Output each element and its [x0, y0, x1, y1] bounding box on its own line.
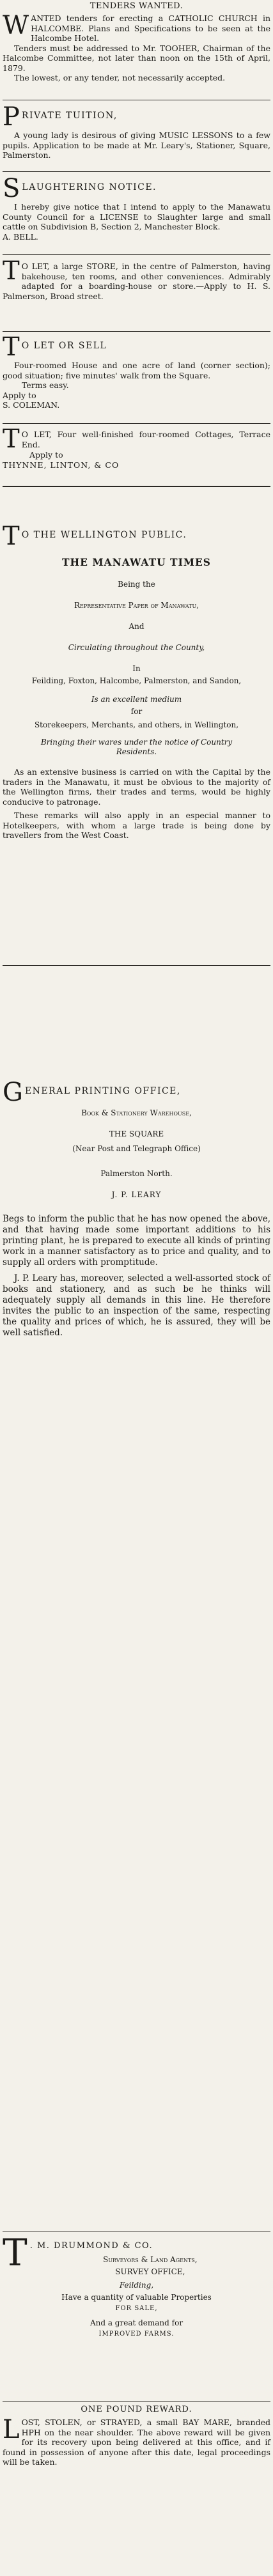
letsell-terms: Terms easy.: [22, 380, 69, 390]
tuition-body: A young lady is desirous of giving MUSIC LESSONS to a few pupils. Application to be made at Mr. Leary's, Stationer, Square, Palmerston.: [3, 130, 270, 160]
times-line-4: Circulating throughout the County,: [68, 643, 205, 652]
letsell-signature: S. COLEMAN.: [3, 400, 60, 410]
tuition-title: RIVATE TUITION,: [21, 111, 118, 121]
cottages-apply: Apply to: [29, 450, 63, 460]
drummond-title: . M. DRUMMOND & CO.: [29, 2241, 153, 2251]
tenders-body: ANTED tenders for erecting a CATHOLIC CHURCH in HALCOMBE. Plans and Specifications to be seen at the Halcombe Hotel.: [31, 13, 270, 43]
drummond-line-7: IMPROVED FARMS.: [98, 2331, 175, 2338]
slaughter-drop-cap: S: [3, 174, 20, 203]
letsell-apply: Apply to: [3, 390, 36, 400]
printing-line-4: Palmerston North.: [100, 1169, 173, 1178]
store-body: O LET, a large STORE, in the centre of Palmerston, having bakehouse, ten rooms, and other conveniences. Admirably adapted for a boarding-house or store.—Apply to H. S. Palmerson, Broad street.: [3, 261, 270, 301]
times-line-3: And: [129, 622, 144, 631]
store-ad: [3, 256, 270, 301]
letsell-drop-cap: T: [3, 332, 20, 362]
printing-drop-cap: G: [3, 1078, 23, 1107]
drummond-line-3: Feilding,: [119, 2281, 154, 2290]
slaughter-title: LAUGHTERING NOTICE.: [22, 182, 157, 192]
drummond-line-6: And a great demand for: [90, 2318, 183, 2327]
tenders-body-3: The lowest, or any tender, not necessarily accepted.: [14, 73, 226, 82]
times-paragraph-2: These remarks will also apply in an especial manner to Hotelkeepers, with whom a large trade is being done by travellers from the West Coast.: [3, 811, 270, 840]
reward-drop-cap: L: [3, 2415, 20, 2444]
drummond-line-5: FOR SALE,: [115, 2305, 158, 2312]
cottages-body: O LET, Four well-finished four-roomed Cottages, Terrace End.: [21, 430, 270, 449]
reward-ad: [3, 2405, 270, 2467]
slaughter-signature: A. BELL.: [3, 231, 38, 242]
divider: [3, 486, 270, 487]
letsell-title: O LET OR SELL: [21, 341, 107, 351]
drummond-line-4: Have a quantity of valuable Properties: [61, 2293, 212, 2302]
reward-body: OST, STOLEN, or STRAYED, a small BAY MARE, branded HPH on the near shoulder. The above reward will be given for its recovery upon being delivered at this office, and if found in possession of anyone after this date, legal proceedings will be taken.: [3, 2417, 270, 2467]
divider: [3, 423, 270, 424]
times-paragraph-1: As an extensive business is carried on with the Capital by the traders in the Manawatu, it must be obvious to the majority of the Wellington firms, their trades and terms, would be highly conducive to patronage.: [3, 767, 270, 807]
printing-line-1: Book & Stationery Warehouse,: [81, 1108, 192, 1117]
tuition-ad: [3, 102, 270, 160]
drummond-drop-cap: T: [3, 2231, 27, 2274]
reward-title: ONE POUND REWARD.: [81, 2405, 192, 2414]
printing-paragraph-1: Begs to inform the public that he has now opened the above, and that having made some important additions to his printing plant, he is prepared to execute all kinds of printing work in a manner satisfactory as to price and quality, and to supply all orders with promptitude.: [3, 1214, 270, 1268]
printing-line-5: J. P. LEARY: [111, 1190, 162, 1199]
times-line-2: Representative Paper of Manawatu,: [74, 601, 199, 610]
tuition-drop-cap: P: [3, 102, 20, 132]
printing-line-2: THE SQUARE: [109, 1129, 164, 1138]
drummond-line-2: SURVEY OFFICE,: [115, 2267, 185, 2276]
divider: [3, 171, 270, 172]
public-drop-cap: T: [3, 522, 20, 551]
times-line-1: Being the: [118, 580, 155, 589]
printing-paragraph-2: J. P. Leary has, moreover, selected a well-assorted stock of books and stationery, and as such be he thinks will adequately supply all demands in this line. He therefore invites the public to an inspection of the same, respecting the quality and prices of which, he is assured, they will be well satisfied.: [3, 1273, 270, 1338]
letsell-body: Four-roomed House and one acre of land (corner section); good situation; five minutes' walk from the Square.: [3, 361, 270, 380]
cottages-drop-cap: T: [3, 424, 20, 454]
manawatu-times-ad: [3, 556, 270, 841]
times-line-8: for: [130, 707, 143, 716]
tenders-ad: [3, 1, 270, 83]
cottages-ad: [3, 424, 270, 470]
times-line-6: Feilding, Foxton, Halcombe, Palmerston, and Sandon,: [31, 676, 242, 685]
slaughtering-ad: [3, 176, 270, 242]
times-title: THE MANAWATU TIMES: [62, 556, 211, 568]
slaughter-body: I hereby give notice that I intend to apply to the Manawatu County Council for a LICENSE to Slaughter large and small cattle on Subdivision B, Section 2, Manchester Block.: [3, 202, 270, 231]
times-line-7: Is an excellent medium: [91, 695, 182, 704]
printing-line-3: (Near Post and Telegraph Office): [72, 1144, 201, 1153]
tenders-drop-cap: W: [3, 11, 29, 40]
times-line-5: In: [132, 664, 141, 673]
times-line-9: Storekeepers, Merchants, and others, in Wellington,: [34, 720, 239, 729]
divider: [3, 254, 270, 255]
divider: [3, 331, 270, 332]
store-drop-cap: T: [3, 256, 20, 286]
printing-office-ad: [3, 1080, 270, 1338]
let-or-sell-ad: [3, 332, 270, 410]
divider: [3, 965, 270, 966]
tenders-title: TENDERS WANTED.: [90, 1, 183, 11]
public-title: O THE WELLINGTON PUBLIC.: [21, 530, 187, 540]
cottages-signature: THYNNE, LINTON, & CO: [3, 460, 120, 470]
times-line-10: Bringing their wares under the notice of Country Residents.: [40, 738, 233, 756]
drummond-ad: [3, 2231, 270, 2338]
tenders-body-2: Tenders must be addressed to Mr. TOOHER, Chairman of the Halcombe Committee, not later than noon on the 15th of April, 1879.: [3, 43, 270, 73]
printing-title: ENERAL PRINTING OFFICE,: [24, 1086, 181, 1096]
public-heading: [3, 522, 270, 551]
drummond-line-1: Surveyors & Land Agents,: [103, 2255, 198, 2264]
